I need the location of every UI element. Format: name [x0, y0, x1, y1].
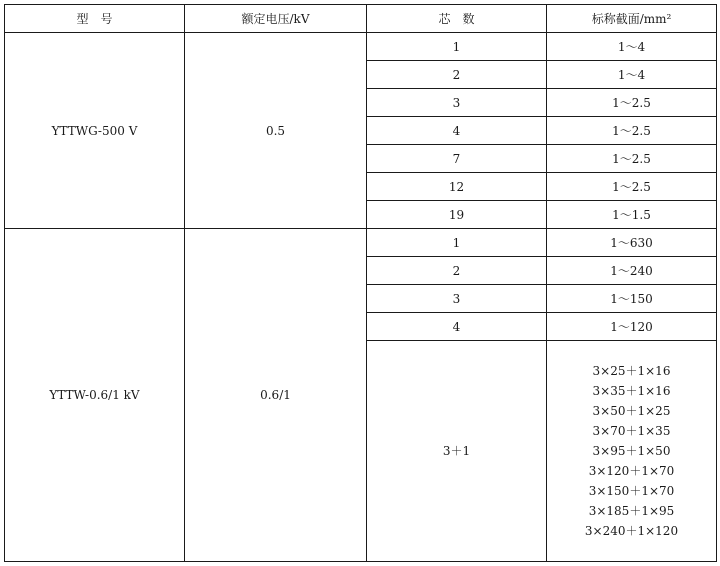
- cores-cell: 1: [452, 235, 461, 250]
- section-combo-item: 3×70＋1×35: [592, 424, 671, 438]
- cores-cell-combo: 3＋1: [442, 444, 471, 458]
- header-voltage: 额定电压/kV: [241, 11, 310, 26]
- model-cell: YTTWG-500 V: [51, 123, 138, 138]
- section-combo-item: 3×120＋1×70: [588, 464, 675, 478]
- section-cell: 1～2.5: [612, 179, 651, 194]
- voltage-cell: 0.5: [265, 123, 286, 138]
- section-cell: 1～2.5: [612, 95, 651, 110]
- cores-cell: 3: [452, 291, 461, 306]
- section-combo-item: 3×50＋1×25: [592, 404, 671, 418]
- header-section: 标称截面/mm²: [591, 11, 672, 26]
- section-combo-item: 3×150＋1×70: [588, 484, 675, 498]
- cores-cell: 2: [452, 263, 461, 278]
- section-combo-item: 3×35＋1×16: [592, 384, 671, 398]
- header-cores: 芯 数: [438, 11, 475, 26]
- cores-cell: 3: [452, 95, 461, 110]
- section-combo-item: 3×185＋1×95: [588, 504, 675, 518]
- section-cell: 1～2.5: [612, 123, 651, 138]
- section-cell: 1～4: [617, 39, 646, 54]
- section-cell: 1～120: [610, 319, 653, 334]
- cores-cell: 7: [452, 151, 461, 166]
- section-cell: 1～1.5: [612, 207, 651, 222]
- section-list-combo: [547, 341, 716, 561]
- cores-cell: 4: [452, 319, 461, 334]
- cores-cell: 12: [448, 179, 465, 194]
- cores-cell: 4: [452, 123, 461, 138]
- section-combo-item: 3×95＋1×50: [592, 444, 671, 458]
- section-cell: 1～240: [610, 263, 653, 278]
- voltage-cell: 0.6/1: [260, 388, 291, 402]
- cores-cell: 19: [448, 207, 465, 222]
- section-cell: 1～2.5: [612, 151, 651, 166]
- border-bottom: [4, 561, 717, 562]
- model-cell: YTTW-0.6/1 kV: [49, 388, 140, 402]
- cores-cell: 2: [452, 67, 461, 82]
- section-combo-item: 3×240＋1×120: [584, 524, 679, 538]
- section-combo-item: 3×25＋1×16: [592, 364, 671, 378]
- section-cell: 1～630: [610, 235, 653, 250]
- section-cell: 1～150: [610, 291, 653, 306]
- cores-cell: 1: [452, 39, 461, 54]
- header-model: 型 号: [76, 11, 113, 26]
- section-cell: 1～4: [617, 67, 646, 82]
